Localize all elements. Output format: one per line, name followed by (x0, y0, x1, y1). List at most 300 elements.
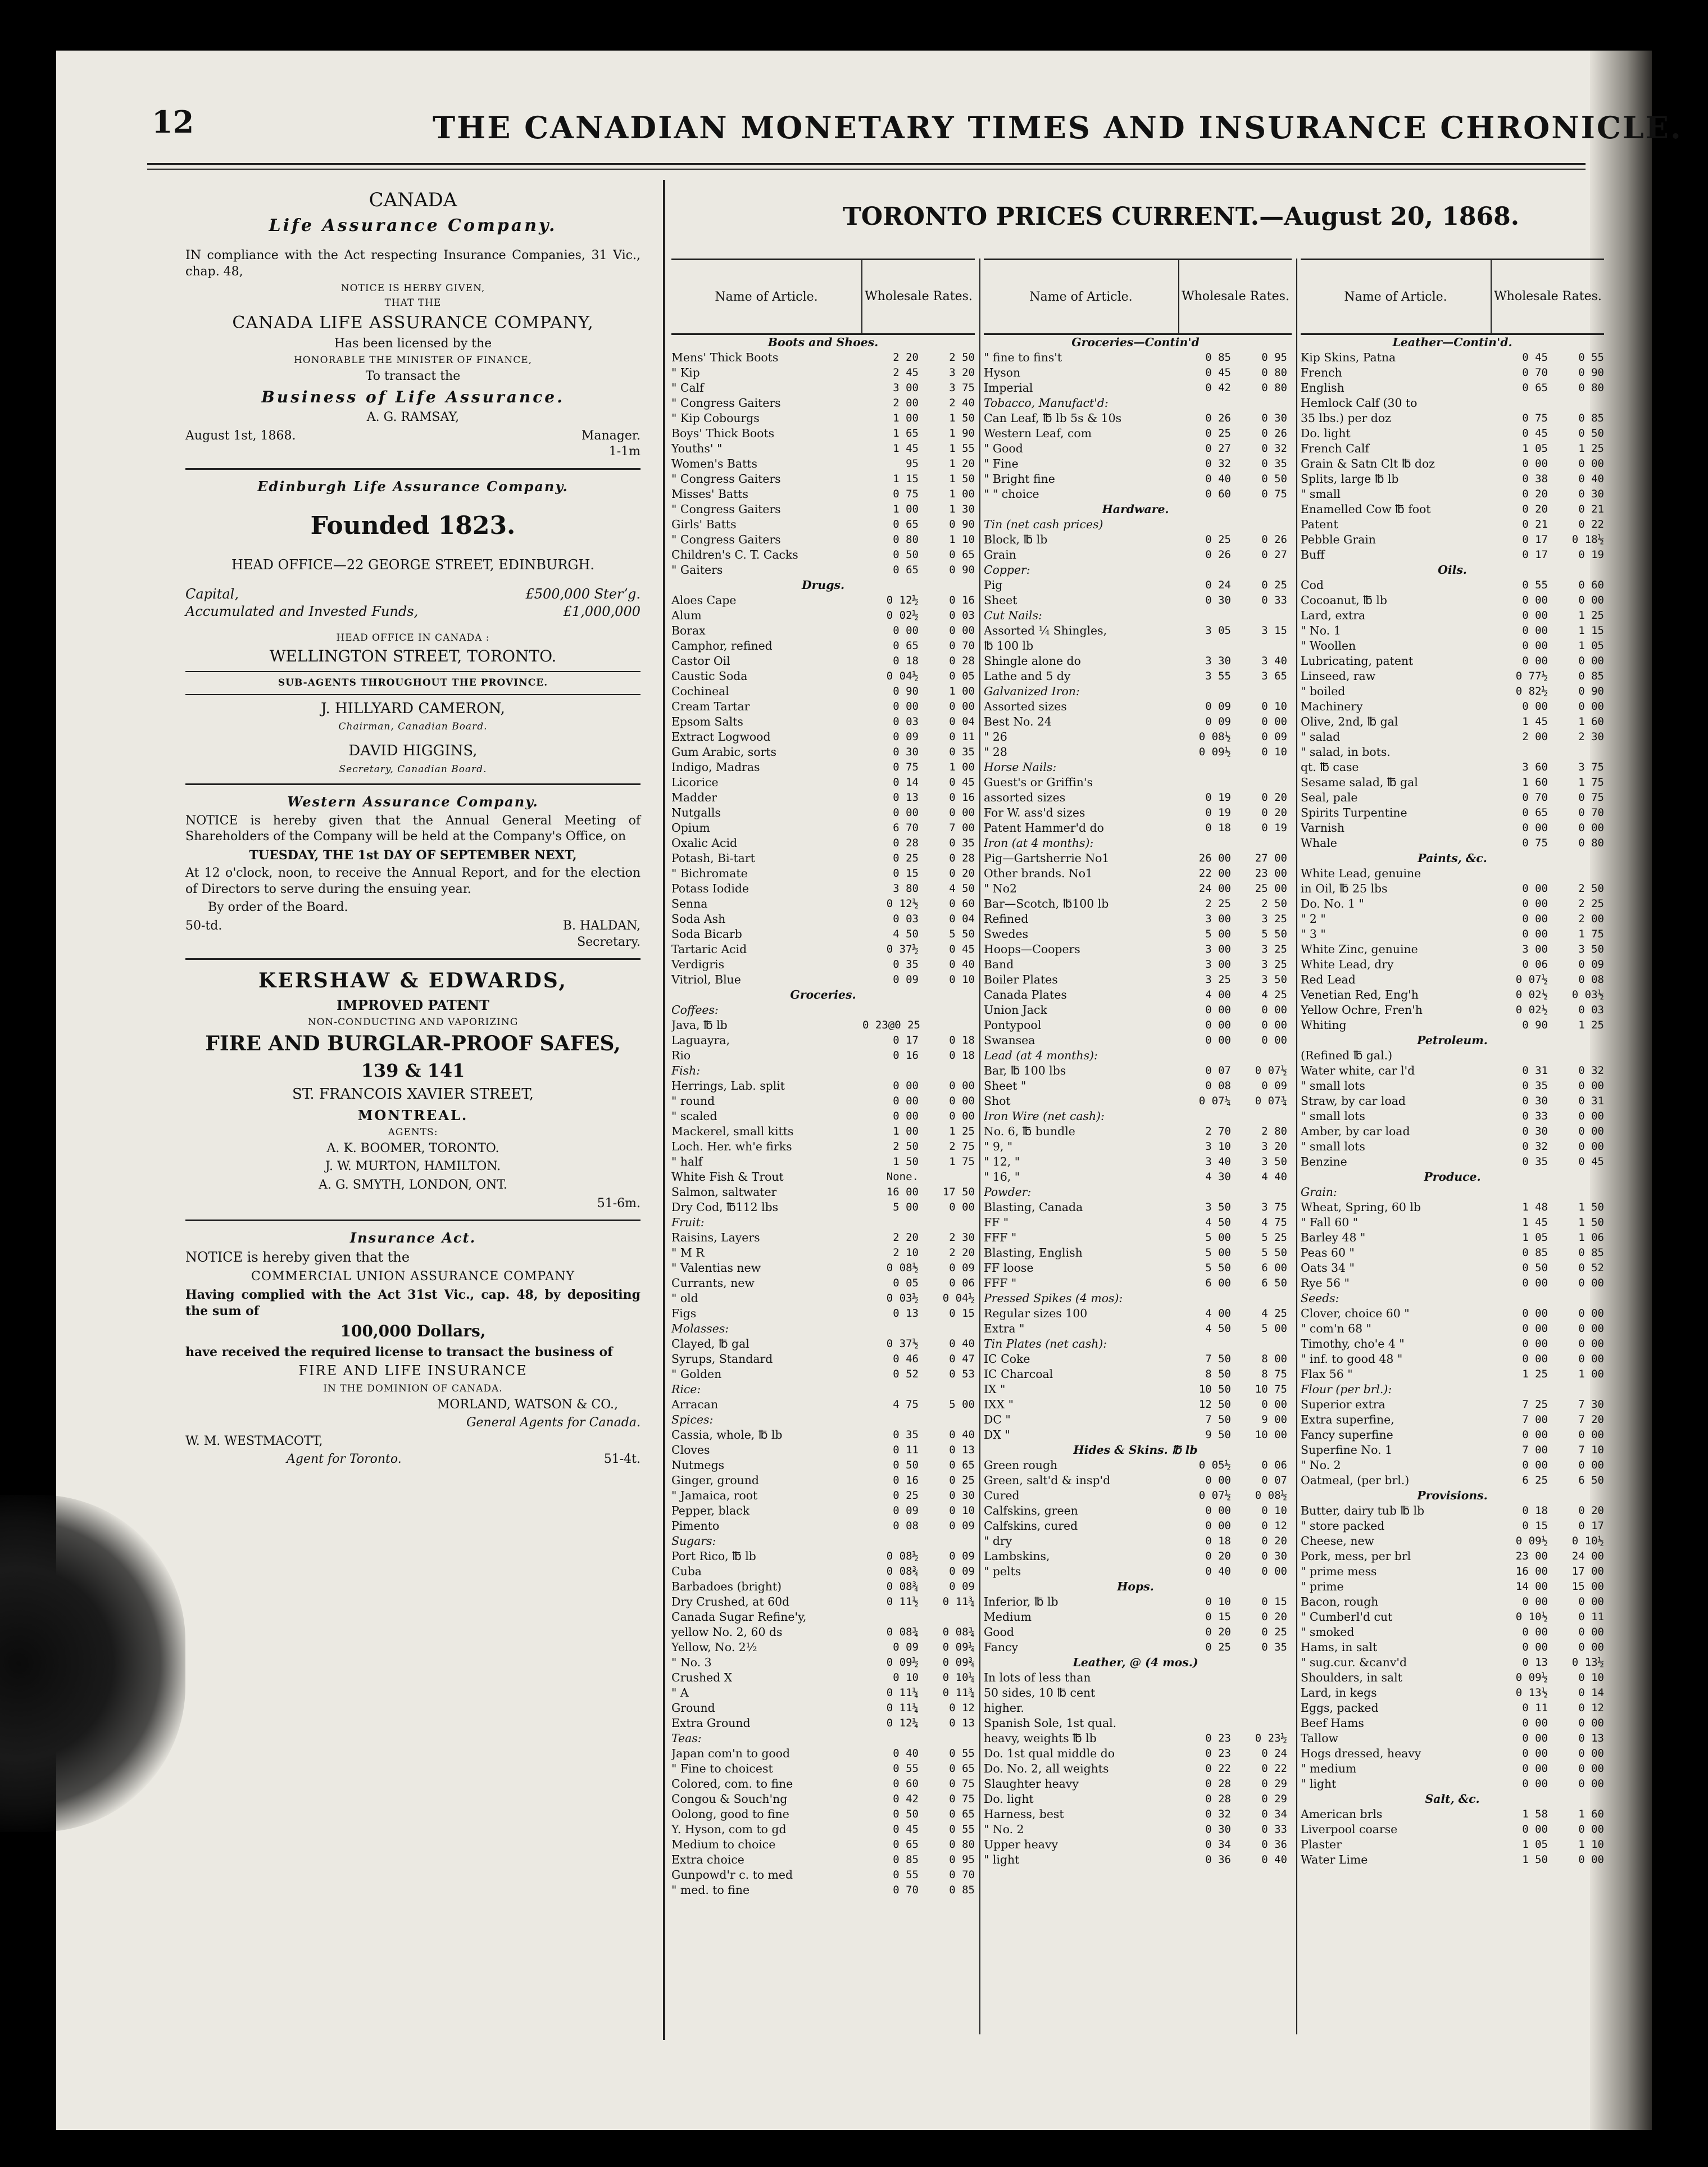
price-low: 1 05 (1522, 1231, 1548, 1244)
price-high: 0 00 (1578, 1747, 1604, 1760)
price-high: 0 00 (949, 1095, 975, 1107)
article-name: " Fine to choicest (671, 1762, 773, 1775)
price-low: 0 42 (1205, 382, 1231, 394)
price-rows (1301, 335, 1604, 1867)
price-low: 0 26 (1205, 412, 1231, 424)
price-row (671, 820, 975, 836)
price-low: 0 17 (1522, 548, 1548, 561)
price-row (1301, 487, 1604, 502)
article-name: Slaughter heavy (984, 1777, 1079, 1790)
article-name: Flax 56 " (1301, 1367, 1353, 1381)
section-heading: Provisions. (1417, 1489, 1488, 1502)
price-low: 0 37½ (886, 943, 919, 955)
price-high: 0 17 (1578, 1520, 1604, 1532)
price-high: 17 50 (942, 1186, 975, 1198)
price-low: 4 00 (1205, 989, 1231, 1001)
price-high: 0 00 (1578, 1429, 1604, 1441)
price-row (671, 426, 975, 441)
price-low: 10 50 (1198, 1383, 1231, 1395)
price-high (1548, 1185, 1604, 1200)
article-name: Tallow (1301, 1731, 1338, 1745)
price-row (1301, 638, 1604, 654)
price-row (671, 365, 975, 380)
price-high: 0 55 (1578, 351, 1604, 364)
article-name: Java, ℔ lb (671, 1018, 728, 1032)
price-high (1548, 1291, 1604, 1306)
price-high: 0 36 (1261, 1838, 1287, 1851)
price-low: 0 00 (1522, 609, 1548, 622)
price-low: 0 33 (1522, 1110, 1548, 1122)
western-footer (185, 918, 640, 935)
prices-current-title: TORONTO PRICES CURRENT.—August 20, 1868. (843, 202, 1520, 231)
price-low: None. (886, 1171, 919, 1183)
edinburgh-heading: Edinburgh Life Assurance Company. (257, 478, 569, 495)
price-high: 0 09 (949, 1565, 975, 1577)
article-name: Molasses: (671, 1322, 729, 1335)
price-low: 3 00 (1522, 943, 1548, 955)
price-low: 0 18 (1205, 1535, 1231, 1547)
price-row (671, 1063, 975, 1078)
price-low: 1 05 (1522, 1838, 1548, 1851)
price-row (1301, 350, 1604, 365)
price-row (984, 1746, 1292, 1761)
price-row (1301, 1685, 1604, 1701)
price-high (919, 1731, 975, 1746)
price-row (984, 1610, 1292, 1625)
price-high: 0 19 (1261, 822, 1287, 834)
price-low: 1 00 (893, 503, 919, 515)
price-low: 0 30 (1522, 1125, 1548, 1137)
ad-inner-rule (185, 694, 640, 695)
price-high: 0 00 (1578, 1778, 1604, 1790)
price-high: 1 05 (1578, 640, 1604, 652)
article-name: Mens' Thick Boots (671, 351, 779, 364)
price-row (1301, 365, 1604, 380)
price-row (1301, 745, 1604, 760)
price-low: 1 00 (893, 412, 919, 424)
price-low: 0 65 (893, 640, 919, 652)
price-high (919, 1534, 975, 1549)
price-low: 0 32 (1522, 1140, 1548, 1153)
price-row (1301, 1321, 1604, 1336)
price-row (1301, 426, 1604, 441)
article-name: Block, ℔ lb (984, 533, 1048, 546)
price-low: 6 70 (893, 822, 919, 834)
insurance-act-agents-title: General Agents for Canada. (466, 1416, 640, 1430)
price-high: 0 00 (1578, 1641, 1604, 1653)
section-heading: Petroleum. (1417, 1033, 1488, 1047)
price-low (862, 1063, 919, 1078)
price-row (984, 1078, 1292, 1094)
price-row (1301, 1185, 1604, 1200)
price-high: 0 13 (1578, 1732, 1604, 1744)
price-high: 0 22 (1578, 518, 1604, 531)
price-low: 3 30 (1205, 655, 1231, 667)
insurance-act-dominion: IN THE DOMINION OF CANADA. (323, 1382, 503, 1394)
article-name: Union Jack (984, 1003, 1047, 1017)
insurance-act-toronto-title: Agent for Toronto. (287, 1452, 402, 1467)
price-row (984, 1321, 1292, 1336)
price-high: 1 55 (949, 442, 975, 455)
section-heading: Groceries—Contin'd (1071, 336, 1200, 349)
price-high: 0 45 (949, 943, 975, 955)
price-low: 0 00 (1522, 882, 1548, 895)
price-row (671, 1594, 975, 1610)
price-low: 0 28 (1205, 1778, 1231, 1790)
price-high: 0 85 (1578, 670, 1604, 682)
article-name: Tobacco, Manufact'd: (984, 396, 1109, 410)
price-high: 1 75 (949, 1155, 975, 1168)
price-low: 1 58 (1522, 1808, 1548, 1820)
masthead-rule-thin (147, 169, 1586, 170)
price-row (984, 714, 1292, 729)
price-high: 0 80 (1578, 837, 1604, 849)
price-row (671, 411, 975, 426)
price-row (1301, 1276, 1604, 1291)
article-name: DX " (984, 1428, 1010, 1441)
price-row (984, 1761, 1292, 1776)
price-high: 4 25 (1261, 989, 1287, 1001)
article-name: higher. (984, 1701, 1024, 1715)
price-row (671, 1640, 975, 1655)
price-row (671, 472, 975, 487)
price-high: 1 00 (1578, 1368, 1604, 1380)
article-name: " inf. to good 48 " (1301, 1352, 1403, 1366)
price-low: 0 02½ (1515, 1004, 1548, 1016)
article-name: IC Charcoal (984, 1367, 1053, 1381)
price-low: 0 26 (1205, 548, 1231, 561)
article-name: " 9, " (984, 1140, 1013, 1153)
price-low: 3 60 (1522, 761, 1548, 773)
price-row (984, 1245, 1292, 1261)
edinburgh-capital-row (185, 586, 640, 603)
price-row (671, 1185, 975, 1200)
price-high: 3 75 (1261, 1201, 1287, 1213)
price-high: 0 24 (1261, 1747, 1287, 1760)
article-name: " medium (1301, 1762, 1357, 1775)
price-low: 0 00 (1522, 1322, 1548, 1335)
price-high: 0 32 (1261, 442, 1287, 455)
article-name: Grain (984, 548, 1016, 561)
price-low: 2 50 (893, 1140, 919, 1153)
price-row (671, 654, 975, 669)
price-row (984, 1048, 1292, 1063)
price-row (984, 790, 1292, 805)
price-high: 0 35 (1261, 1641, 1287, 1653)
price-low: 0 17 (893, 1034, 919, 1046)
price-high: 2 00 (1578, 913, 1604, 925)
price-row (1301, 623, 1604, 638)
price-row (1301, 1154, 1604, 1169)
price-high: 9 00 (1261, 1413, 1287, 1426)
article-name: Clover, choice 60 " (1301, 1307, 1410, 1320)
price-low: 0 09 (893, 973, 919, 986)
price-row (1301, 1458, 1604, 1473)
price-high: 2 30 (1578, 731, 1604, 743)
kershaw-agent-2: J. W. MURTON, HAMILTON. (325, 1159, 501, 1174)
price-high: 1 00 (949, 488, 975, 500)
price-row (984, 1685, 1292, 1701)
price-high: 0 08½ (1255, 1489, 1287, 1502)
article-name: Swedes (984, 927, 1029, 941)
price-row (671, 1852, 975, 1867)
price-low (1175, 684, 1231, 699)
price-high (1231, 775, 1287, 790)
article-name: Enamelled Cow ℔ foot (1301, 502, 1431, 516)
price-low: 0 03 (893, 913, 919, 925)
price-high: 10 00 (1255, 1429, 1287, 1441)
price-high (919, 1018, 975, 1033)
article-name: Sheet (984, 593, 1017, 607)
price-high (919, 1063, 975, 1078)
price-high: 0 08¾ (942, 1626, 975, 1638)
price-high: 1 50 (1578, 1201, 1604, 1213)
price-row (671, 1427, 975, 1443)
price-row (1301, 1063, 1604, 1078)
article-name: " A (671, 1686, 689, 1699)
article-name: No. 6, ℔ bundle (984, 1125, 1075, 1138)
article-name: Beef Hams (1301, 1716, 1364, 1730)
article-name: Children's C. T. Cacks (671, 548, 798, 561)
price-row (984, 1716, 1292, 1731)
price-low: 0 82½ (1515, 685, 1548, 697)
price-low: 7 00 (1522, 1413, 1548, 1426)
price-high: 0 09 (1261, 1080, 1287, 1092)
price-low: 0 00 (1522, 1717, 1548, 1729)
article-name: Straw, by car load (1301, 1094, 1406, 1108)
price-high: 3 75 (1578, 761, 1604, 773)
price-row (671, 972, 975, 987)
article-name: Girls' Batts (671, 518, 737, 531)
price-high: 0 10 (949, 973, 975, 986)
article-name: Indigo, Madras (671, 760, 760, 774)
article-name: " Kip Cobourgs (671, 411, 760, 425)
price-row (984, 1822, 1292, 1837)
article-name: " med. to fine (671, 1883, 750, 1897)
article-name: " Fall 60 " (1301, 1216, 1359, 1229)
price-low: 5 50 (1205, 1262, 1231, 1274)
article-name: Kip Skins, Patna (1301, 351, 1396, 364)
price-low: 0 09 (1205, 700, 1231, 713)
article-name: Buff (1301, 548, 1325, 561)
price-high: 0 09 (1578, 958, 1604, 971)
price-row (671, 1701, 975, 1716)
price-row (1301, 760, 1604, 775)
price-low: 0 30 (1205, 594, 1231, 606)
section-heading: Produce. (1424, 1170, 1481, 1184)
price-row (984, 1033, 1292, 1048)
price-high: 0 12 (949, 1702, 975, 1714)
article-name: English (1301, 381, 1344, 395)
price-row (984, 593, 1292, 608)
canada-life-licensed: Has been licensed by the (334, 336, 492, 351)
price-high: 0 00 (1578, 457, 1604, 470)
price-row (671, 1154, 975, 1169)
article-name: Barbadoes (bright) (671, 1580, 782, 1593)
price-low: 0 08¾ (886, 1580, 919, 1593)
price-high (1231, 836, 1287, 851)
price-high: 0 00 (949, 1201, 975, 1213)
price-high: 6 50 (1261, 1277, 1287, 1289)
edinburgh-life-ad (185, 478, 640, 776)
article-name: Syrups, Standard (671, 1352, 773, 1366)
price-low: 0 03 (893, 715, 919, 728)
canada-life-transact: To transact the (365, 369, 461, 384)
article-name: Dry Cod, ℔112 lbs (671, 1200, 779, 1214)
price-low: 0 09 (1205, 715, 1231, 728)
price-row (984, 1018, 1292, 1033)
price-low: 0 23 (1205, 1747, 1231, 1760)
price-row (984, 1215, 1292, 1230)
price-high: 0 60 (1578, 579, 1604, 591)
edinburgh-canada-office: HEAD OFFICE IN CANADA : (336, 632, 490, 643)
price-high: 3 20 (1261, 1140, 1287, 1153)
article-name: " Congress Gaiters (671, 472, 781, 486)
price-low: 0 08½ (886, 1262, 919, 1274)
article-name: " old (671, 1291, 698, 1305)
price-high: 0 85 (1578, 1246, 1604, 1259)
article-name: Water Lime (1301, 1853, 1368, 1866)
article-name: Clayed, ℔ gal (671, 1337, 749, 1350)
price-low: 0 00 (893, 624, 919, 637)
price-row (1301, 836, 1604, 851)
price-row (984, 820, 1292, 836)
kershaw-patent: IMPROVED PATENT (337, 997, 489, 1014)
price-row (984, 456, 1292, 472)
price-high (919, 1169, 975, 1185)
price-high: 0 00 (1578, 700, 1604, 713)
price-low: 0 00 (1522, 913, 1548, 925)
article-name: Oolong, good to fine (671, 1807, 789, 1821)
price-low (862, 1321, 919, 1336)
price-high: 0 25 (949, 1474, 975, 1486)
article-name: FFF " (984, 1276, 1017, 1290)
price-high: 6 00 (1261, 1262, 1287, 1274)
article-name: Red Lead (1301, 973, 1356, 986)
price-high: 0 25 (1261, 1626, 1287, 1638)
price-high: 0 11 (949, 731, 975, 743)
article-name: ℔ 100 lb (984, 639, 1034, 652)
price-low (1175, 608, 1231, 623)
price-low: 0 00 (893, 1095, 919, 1107)
price-row (671, 1018, 975, 1033)
kershaw-city: MONTREAL. (357, 1107, 469, 1123)
article-name: " prime mess (1301, 1565, 1377, 1578)
price-low: 0 00 (893, 1110, 919, 1122)
table-column-rule (979, 259, 980, 2034)
article-name: " Woollen (1301, 639, 1356, 652)
price-high: 0 10 (949, 1504, 975, 1517)
article-name: Cut Nails: (984, 609, 1042, 622)
price-row (671, 957, 975, 972)
article-name: Linseed, raw (1301, 669, 1376, 683)
price-row (1301, 1822, 1604, 1837)
article-name: Hoops—Coopers (984, 942, 1080, 956)
price-low: 0 00 (1522, 1307, 1548, 1320)
price-high: 1 30 (949, 503, 975, 515)
price-low: 0 10½ (1515, 1611, 1548, 1623)
price-low: 0 32 (1205, 457, 1231, 470)
price-high: 1 60 (1578, 715, 1604, 728)
article-name: " small lots (1301, 1079, 1365, 1092)
price-row (1301, 1625, 1604, 1640)
insurance-act-agents: MORLAND, WATSON & CO., (437, 1397, 618, 1412)
price-row (984, 365, 1292, 380)
price-low: 0 07¼ (1198, 1095, 1231, 1107)
price-high: 0 95 (949, 1853, 975, 1866)
price-high: 5 50 (1261, 928, 1287, 940)
price-row (984, 335, 1292, 350)
masthead: THE CANADIAN MONETARY TIMES AND INSURANCE CHRONICLE. (433, 110, 1683, 146)
edinburgh-head-office: HEAD OFFICE—22 GEORGE STREET, EDINBURGH. (231, 557, 595, 573)
price-low: 0 25 (1205, 1641, 1231, 1653)
article-name: Lambskins, (984, 1549, 1050, 1563)
price-low: 0 35 (1522, 1080, 1548, 1092)
price-row (984, 1291, 1292, 1306)
price-low: 0 18 (1522, 1504, 1548, 1517)
price-low: 3 55 (1205, 670, 1231, 682)
article-name: Do. light (1301, 427, 1351, 440)
price-row (1301, 1670, 1604, 1685)
price-high: 0 65 (949, 1808, 975, 1820)
price-low: 0 00 (1522, 897, 1548, 910)
price-high (1231, 1336, 1287, 1352)
price-high: 0 03 (1578, 1004, 1604, 1016)
article-name: Inferior, ℔ lb (984, 1595, 1059, 1608)
price-low: 0 65 (893, 518, 919, 531)
article-name: Camphor, refined (671, 639, 773, 652)
price-high (1231, 638, 1287, 654)
price-high (919, 1321, 975, 1336)
price-high: 0 06 (949, 1277, 975, 1289)
page-number: 12 (152, 104, 194, 140)
kershaw-heading: KERSHAW & EDWARDS, (258, 969, 567, 993)
kershaw-number: 139 & 141 (361, 1060, 465, 1082)
price-low: 0 40 (893, 1747, 919, 1760)
price-low: 0 40 (1205, 1565, 1231, 1577)
article-name: Japan com'n to good (671, 1747, 791, 1760)
price-high: 0 00 (1578, 1140, 1604, 1153)
price-high: 0 90 (949, 518, 975, 531)
article-name: " Fine (984, 457, 1019, 470)
price-low: 0 00 (893, 1080, 919, 1092)
price-row (984, 987, 1292, 1003)
price-low: 0 40 (1205, 473, 1231, 485)
price-low (1492, 1048, 1548, 1063)
price-row (1301, 1640, 1604, 1655)
price-low: 9 50 (1205, 1429, 1231, 1441)
article-name: Do. No. 2, all weights (984, 1762, 1109, 1775)
price-row (671, 775, 975, 790)
price-low: 0 00 (1522, 655, 1548, 667)
price-row (984, 957, 1292, 972)
price-low: 1 60 (1522, 776, 1548, 788)
price-row (1301, 411, 1604, 426)
price-high: 3 65 (1261, 670, 1287, 682)
article-name: " 16, " (984, 1170, 1020, 1184)
price-low: 0 09 (893, 1504, 919, 1517)
article-name: FFF " (984, 1231, 1017, 1244)
article-name: (Refined ℔ gal.) (1301, 1049, 1393, 1062)
price-low: 0 55 (1522, 579, 1548, 591)
price-low: 0 45 (1205, 366, 1231, 379)
price-high: 0 00 (1578, 1353, 1604, 1365)
article-name: qt. ℔ case (1301, 760, 1359, 774)
canada-life-heading: CANADA (369, 189, 457, 211)
price-high: 1 20 (949, 457, 975, 470)
article-name: Herrings, Lab. split (671, 1079, 785, 1092)
article-name: Lathe and 5 dy (984, 669, 1071, 683)
